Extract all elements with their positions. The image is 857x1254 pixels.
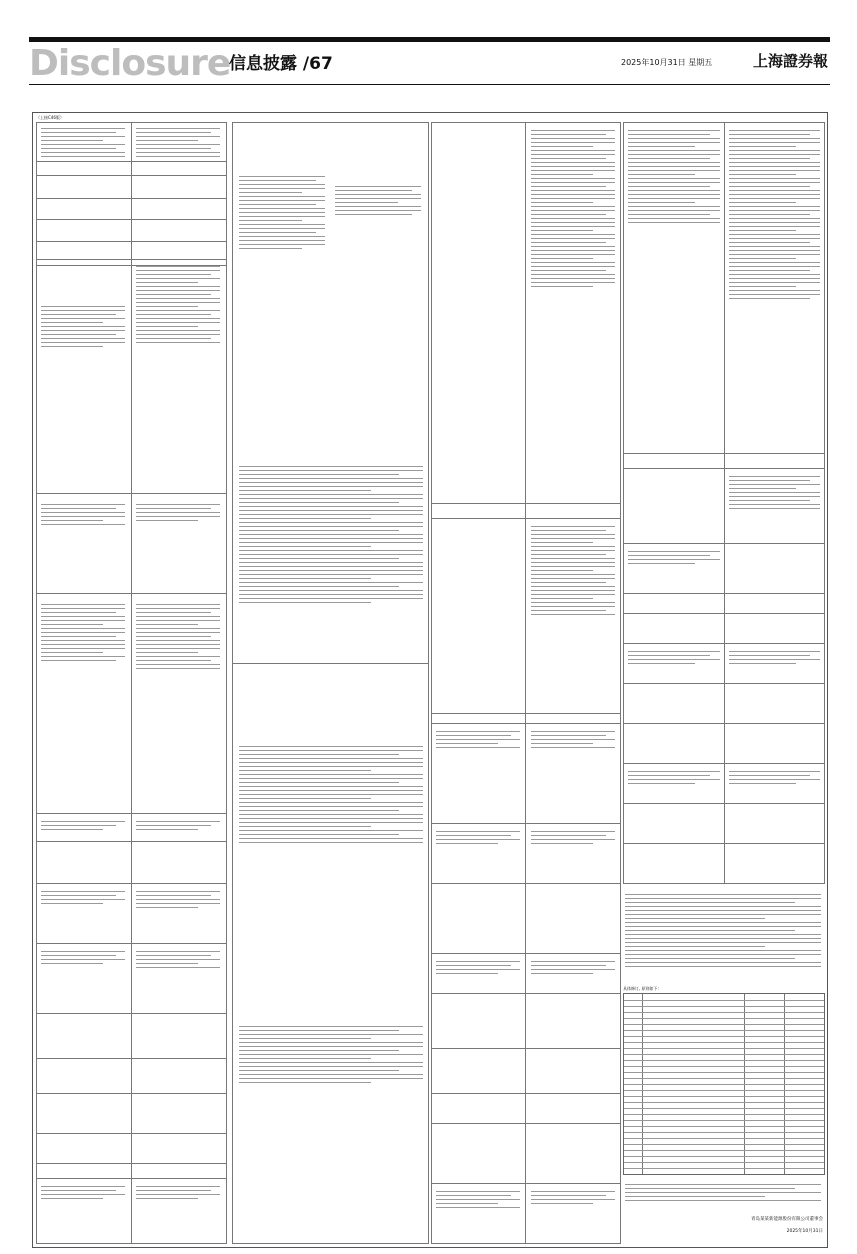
masthead [29, 44, 830, 82]
text-block [39, 888, 127, 904]
signature-date: 2025年10月31日 [786, 1229, 823, 1234]
comparison-table-middle [232, 122, 429, 1244]
text-block [434, 828, 522, 844]
table-heading: 具体修订, 原则如下: [623, 986, 659, 991]
section-title: 信息披露 /67 [229, 54, 333, 74]
text-block [134, 501, 222, 521]
text-block [134, 818, 222, 830]
text-block [39, 125, 127, 157]
text-block [623, 891, 823, 967]
text-block [434, 1188, 522, 1208]
comparison-table-left [36, 122, 227, 1244]
text-block [727, 473, 822, 509]
text-block [529, 127, 617, 287]
text-block [39, 601, 127, 661]
text-block [623, 1181, 823, 1201]
text-block [39, 948, 127, 964]
text-block [237, 173, 327, 249]
text-block [134, 948, 222, 968]
text-block [626, 127, 722, 223]
amendment-table [623, 993, 825, 1175]
page-frame [32, 112, 828, 1248]
text-block [626, 648, 722, 664]
masthead-rule [29, 84, 830, 85]
text-block [434, 958, 522, 974]
text-block [727, 768, 822, 784]
text-block [134, 888, 222, 908]
text-block [529, 728, 617, 748]
continuation-label: （上接C46版） [36, 115, 64, 120]
text-block [134, 125, 222, 157]
text-block [529, 1188, 617, 1204]
text-block [727, 127, 822, 299]
text-block [237, 1023, 425, 1083]
text-block [237, 743, 425, 843]
text-block [529, 523, 617, 615]
text-block [434, 728, 522, 748]
newspaper-logo: 上海證券報 [753, 52, 829, 70]
issue-date: 2025年10月31日 星期五 [621, 58, 713, 67]
text-block [39, 501, 127, 525]
text-block [626, 548, 722, 564]
text-block [134, 263, 222, 343]
text-block [333, 183, 423, 215]
text-block [39, 1183, 127, 1199]
text-block [626, 768, 722, 784]
text-block [237, 463, 425, 603]
text-block [134, 601, 222, 669]
comparison-table-far-right [623, 122, 825, 884]
signature-company: 青岛某某新能源股份有限公司董事会 [751, 1217, 823, 1222]
text-block [727, 648, 822, 664]
announcement-body [623, 891, 823, 1241]
text-block [529, 958, 617, 974]
text-block [39, 818, 127, 830]
top-rule [29, 37, 830, 42]
text-block [529, 828, 617, 844]
section-brand: Disclosure [29, 43, 231, 84]
comparison-table-right [431, 122, 621, 1244]
text-block [39, 303, 127, 347]
text-block [134, 1183, 222, 1199]
